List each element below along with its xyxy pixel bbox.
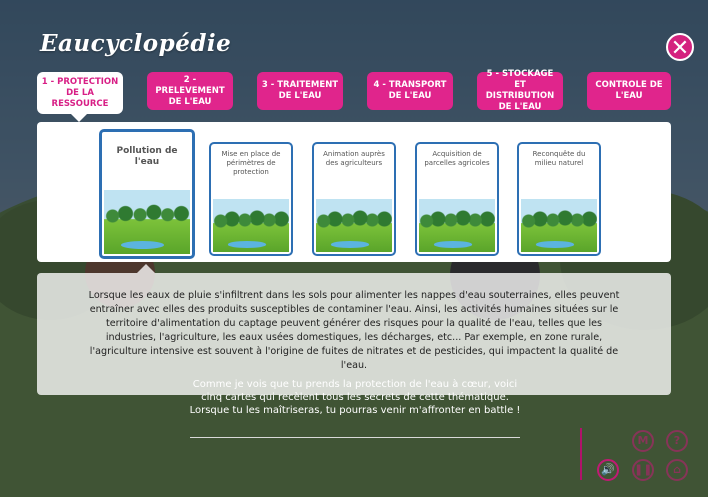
description-text: Lorsque les eaux de pluie s'infiltrent dans les sols pour alimenter les nappes d'eau souterraines, elles peuvent entraîner avec elles des produits susceptibles de contaminer l'eau. Ainsi, les activités humaines situées sur le territoire d'alimentation du captage peuvent générer des risques pour la qualité de l'eau, telles que les industries, l'agriculture, les eaux usées domestiques, les décharges, etc... Par exemple, en zone rurale, l'agriculture intensive est souvent à l'origine de fuites de nitrates et de pesticides, qui impactent la qualité de l'eau. <box>88 290 620 371</box>
tab-label: 1 - PROTECTION DE LA RESSOURCE <box>41 76 119 109</box>
card-title: Animation auprès des agriculteurs <box>323 150 385 167</box>
description-pointer <box>137 264 155 273</box>
card-title: Pollution de l'eau <box>116 146 178 167</box>
tab-prelevement[interactable] <box>147 72 233 110</box>
controls-divider <box>580 428 582 480</box>
tab-label: 3 - TRAITEMENT DE L'EAU <box>261 80 339 101</box>
tab-transport[interactable] <box>367 72 453 110</box>
sound-button[interactable] <box>597 459 619 481</box>
app-logo: Eaucyclopédie <box>40 30 232 57</box>
help-label: ? <box>673 434 681 447</box>
card-animation[interactable] <box>312 142 396 256</box>
dialogue-text: Comme je vois que tu prends la protection de l'eau à cœur, voici cinq cartes qui recèlent tous les secrets de cette thématique. Lorsque tu les maîtriseras, tu pourras venir m'affronter en battle ! <box>189 379 521 416</box>
card-pollution[interactable] <box>99 129 195 259</box>
tab-controle[interactable] <box>587 72 671 110</box>
tab-label: CONTROLE DE L'EAU <box>595 80 663 101</box>
tab-pointer <box>71 114 87 122</box>
tab-label: 4 - TRANSPORT DE L'EAU <box>373 80 447 101</box>
card-illustration <box>213 199 289 252</box>
home-icon: ⌂ <box>673 463 681 476</box>
home-button[interactable] <box>666 459 688 481</box>
cards-panel <box>37 122 671 262</box>
map-button[interactable] <box>632 430 654 452</box>
tab-stockage[interactable] <box>477 69 563 112</box>
card-illustration <box>104 190 190 254</box>
card-reconquete[interactable] <box>517 142 601 256</box>
close-button[interactable] <box>666 33 694 61</box>
card-illustration <box>419 199 495 252</box>
card-illustration <box>521 199 597 252</box>
pause-icon: ❚❚ <box>634 463 653 476</box>
card-illustration <box>316 199 392 252</box>
card-title: Reconquête du milieu naturel <box>532 150 586 167</box>
tab-traitement[interactable] <box>257 72 343 110</box>
card-title: Acquisition de parcelles agricoles <box>424 150 490 167</box>
pause-button[interactable] <box>632 459 654 481</box>
tab-label: 5 - STOCKAGE ET DISTRIBUTION DE L'EAU <box>485 69 555 112</box>
map-label: M <box>637 434 649 447</box>
card-acquisition[interactable] <box>415 142 499 256</box>
tab-protection[interactable] <box>37 72 123 114</box>
speaker-icon: 🔊 <box>601 463 615 476</box>
close-icon: ✕ <box>670 36 690 61</box>
tab-label: 2 - PRELEVEMENT DE L'EAU <box>155 74 225 107</box>
card-perimetres[interactable] <box>209 142 293 256</box>
help-button[interactable] <box>666 430 688 452</box>
card-title: Mise en place de périmètres de protection <box>221 150 281 176</box>
divider <box>190 437 520 438</box>
description-panel <box>37 273 671 395</box>
